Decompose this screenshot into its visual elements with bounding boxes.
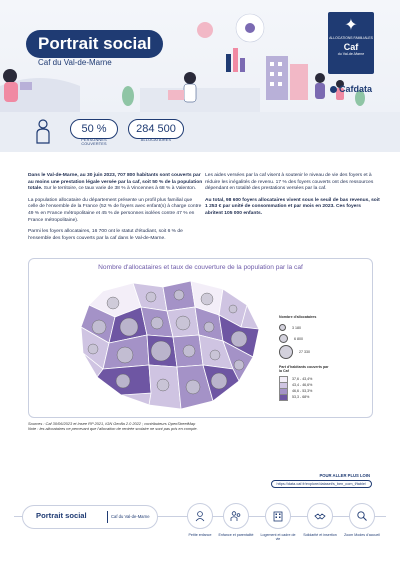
legend-size-title: Nombre d'allocataires: [279, 315, 317, 319]
person-icon: [34, 119, 52, 145]
nav-logement[interactable]: [258, 503, 298, 542]
paragraph: Parmi les foyers allocataires, 16 700 ont le statut d'étudiant, soit 6 % de l'ensemble des foyers couverts par la caf dans le Val-de-Marne.: [28, 229, 183, 241]
nav-solidarite[interactable]: [300, 503, 340, 537]
text-column-right: [205, 173, 380, 223]
header-banner: [0, 0, 400, 112]
nav-petite-enfance[interactable]: [180, 503, 220, 537]
text-column-left: [28, 173, 203, 247]
cafdata-brand: [330, 84, 372, 94]
footer-title: Portrait social: [36, 511, 87, 520]
legend-size-label: 27 330: [299, 349, 310, 354]
footer-separator: [107, 511, 108, 523]
paragraph: Au total, 98 600 foyers allocataires vivent sous le seuil de bas revenus, soit 1 253 € par unité de consommation et par mois en 2023. Ces foyers abritent 105 000 enfants.: [205, 197, 380, 216]
coverage-label: PERSONNES COUVERTES: [81, 138, 107, 146]
paragraph: [28, 173, 203, 193]
page-title: Portrait social: [26, 30, 163, 58]
sources-line: Sources : Caf 30/06/2023 et Insee RP 2021, IGN Geofla 2.0 2022 ; contributeurs OpenStreetMap: [28, 421, 196, 426]
nav-label: Logement et cadre de vie: [260, 533, 296, 542]
legend-size-row: [279, 344, 329, 359]
nav-label: Petite enfance: [188, 533, 212, 537]
map-title: Nombre d'allocataires et taux de couverture de la population par la caf: [98, 264, 303, 271]
cafdata-icon: [330, 86, 337, 93]
logo-line3: du Val-de-Marne: [337, 52, 365, 56]
allocataires-value: 284 500: [128, 119, 184, 139]
sources-note: [28, 421, 198, 432]
nav-zoom-modes-accueil[interactable]: [342, 503, 382, 537]
nav-label: Zoom Modes d'accueil: [344, 533, 380, 537]
allocataires-label: ALLOCATAIRES: [140, 138, 172, 142]
legend-color-label: 46,6 - 53,3%: [292, 389, 313, 393]
legend-circle-large: [279, 345, 293, 359]
nav-circle: [187, 503, 213, 529]
nav-label: Enfance et parentalité: [218, 533, 254, 537]
legend-circle-medium: [279, 334, 288, 343]
zoom-icon: [356, 510, 368, 522]
paragraph: Les aides versées par la caf visent à soutenir le niveau de vie des foyers et à réduire les inégalités de revenu. 17 % des foyers couverts ont des ressources dépendant en totalité des prestations versées par la caf.: [205, 173, 374, 192]
nav-circle: [349, 503, 375, 529]
note-line: Note : les allocataires ne percevant que l'allocation de rentrée scolaire ne sont pas pris en compte.: [28, 426, 198, 432]
legend-color-title: Part d'habitants couverts par la Caf: [279, 365, 329, 373]
legend-size-row: [279, 322, 329, 333]
more-info-title: POUR ALLER PLUS LOIN: [319, 473, 370, 478]
nav-enfance-parentalite[interactable]: [216, 503, 256, 537]
legend-swatch: [279, 394, 288, 401]
caf-logo: [328, 12, 374, 74]
handshake-icon: [314, 510, 326, 522]
nav-circle: [307, 503, 333, 529]
footer-title-pill: [22, 505, 158, 529]
family-seal-icon: ✦: [344, 17, 358, 34]
page-subtitle: Caf du Val-de-Marne: [38, 58, 112, 67]
map-card: [28, 258, 373, 418]
logo-line1: ALLOCATIONS FAMILIALES: [329, 36, 373, 40]
more-info-link[interactable]: https://data.caf.fr/explore/dataset/s_ben_com_f/table/: [271, 480, 373, 488]
building-icon: [272, 510, 284, 522]
paragraph-rest: Sur le territoire, ce taux varie de 38 % à Vincennes à 68 % à Valenton.: [42, 186, 197, 192]
legend-size-label: 6 800: [294, 336, 303, 341]
legend-color-label: 37,6 - 43,4%: [292, 377, 313, 381]
legend-size-row: [279, 333, 329, 344]
footer-subtitle: Caf du Val-de-Marne: [111, 514, 150, 519]
nav-circle: [223, 503, 249, 529]
legend-circle-small: [279, 324, 286, 331]
legend-size-label: 3 180: [292, 325, 301, 330]
legend-color-row: [279, 394, 329, 400]
legend-color-label: 43,4 - 46,6%: [292, 383, 313, 387]
paragraph-lead: Dans le Val-de-Marne, au 30 juin 2023, 707 800 habitants sont couverts par au moins une prestation légale versée par la caf, soit 50 % de la population totale.: [28, 173, 203, 192]
department-map: [63, 277, 271, 413]
key-figures-band: [0, 112, 400, 152]
legend-color-label: 53,3 - 68%: [292, 395, 310, 399]
paragraph: La population allocataire du département présente un profil plus familial que celle de l'ensemble de la France (52 % de foyers avec enfant(s) à charge contre 49 % en France métropolitaine et 45 % de personnes isolées contre 47 % en France métropolitaine).: [28, 197, 202, 223]
nav-circle: [265, 503, 291, 529]
family-icon: [230, 510, 242, 522]
cafdata-label: Cafdata: [338, 84, 372, 94]
map-legend: [279, 315, 329, 400]
logo-line2: Caf: [343, 42, 359, 52]
baby-icon: [194, 510, 206, 522]
nav-label: Solidarité et insertion: [303, 533, 337, 537]
coverage-value: 50 %: [70, 119, 118, 139]
